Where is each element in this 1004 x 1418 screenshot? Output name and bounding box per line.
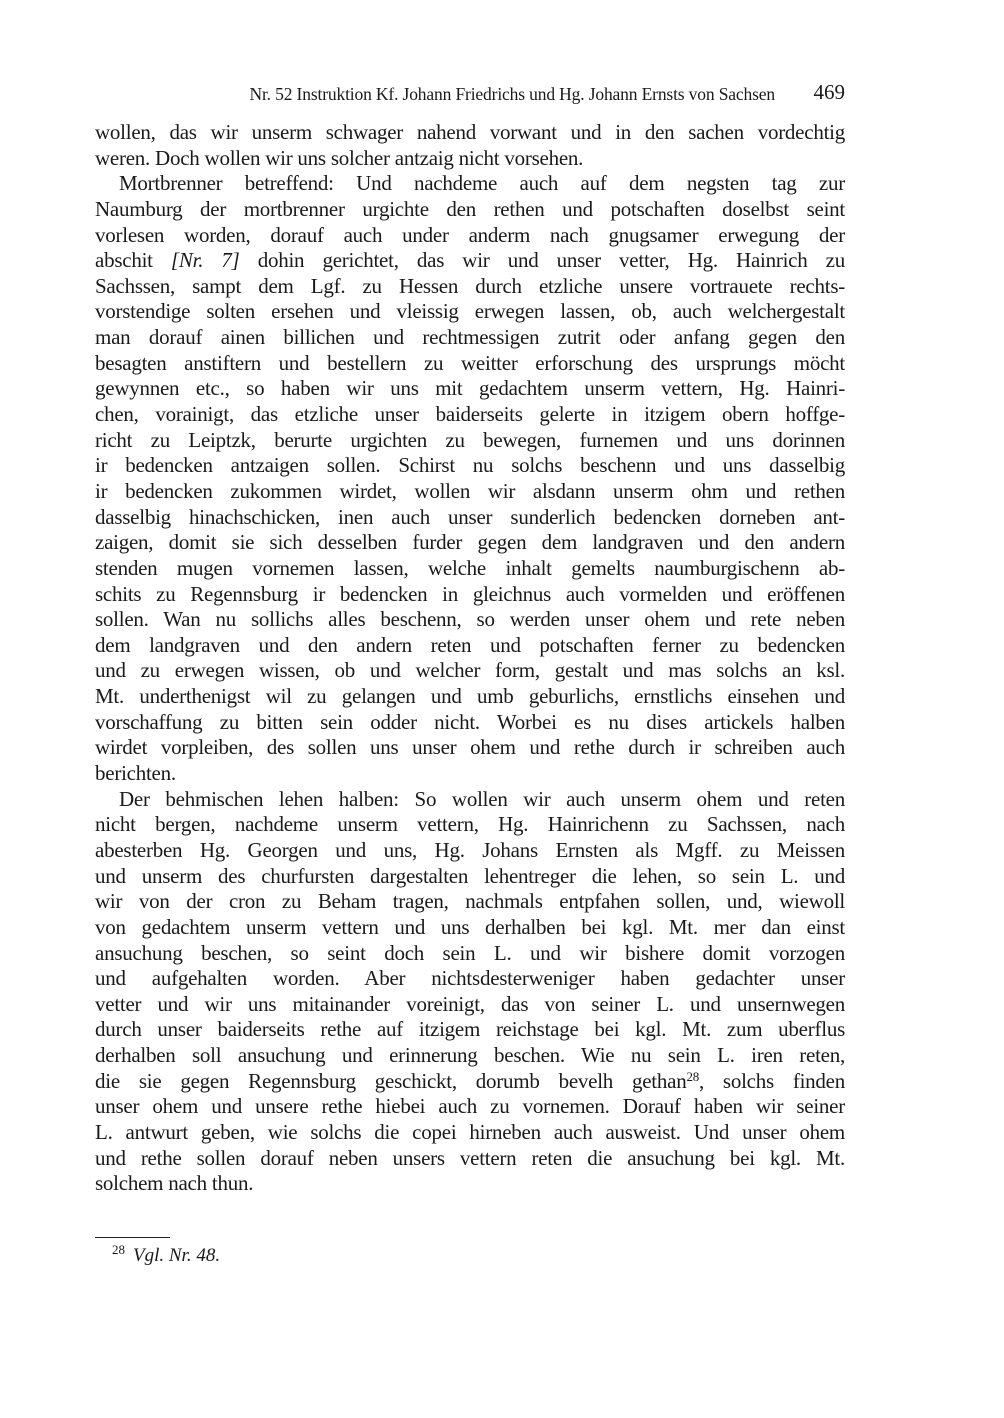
footnote-reference: 28 [686,1068,699,1084]
text-segment: besagten anstiftern und bestellern zu weitter erforschung des ursprungs möcht [95,350,845,375]
text-line [95,761,845,787]
text-segment: wir von der cron zu Beham tragen, nachmals entpfahen sollen, und, wiewoll [95,889,845,914]
text-line [95,376,845,402]
text-segment: zaigen, domit sie sich desselben furder gegen dem landgraven und den andern [95,530,845,555]
text-segment: weren. Doch wollen wir uns solcher antzaig nicht vorsehen. [95,145,584,170]
text-segment: ir bedencken zukommen wirdet, wollen wir alsdann unserm ohm und rethen [95,478,845,503]
text-line [95,710,845,736]
text-line [95,530,845,556]
text-segment: unser ohem und unsere rethe hiebei auch zu vornemen. Dorauf haben wir seiner [95,1094,845,1119]
text-segment: chen, vorainigt, das etzliche unser baiderseits gelerte in itzigem obern hoffge- [95,402,845,427]
text-line [95,453,845,479]
cross-reference: [Nr. 7] [170,248,240,273]
text-line [95,966,845,992]
text-segment: abesterben Hg. Georgen und uns, Hg. Johans Ernsten als Mgff. zu Meissen [95,837,845,862]
footnote-divider [95,1237,170,1238]
text-line [95,1171,845,1197]
text-line [95,248,845,274]
text-line [95,633,845,659]
footnote-text: Vgl. Nr. 48. [133,1245,221,1266]
text-segment: Mt. underthenigst wil zu gelangen und umb geburlichs, ernstlichs einsehen und [95,684,845,709]
text-line [95,146,845,172]
text-line [95,889,845,915]
text-segment: vetter und wir uns mitainander voreinigt, das von seiner L. und unsernwegen [95,991,845,1016]
text-line [95,1094,845,1120]
text-line [95,171,845,197]
text-segment: von gedachtem unserm vettern und uns derhalben bei kgl. Mt. mer dan einst [95,914,845,939]
text-line [95,915,845,941]
text-line [95,658,845,684]
text-segment: Sachssen, sampt dem Lgf. zu Hessen durch etzliche unsere vortrauete rechts- [95,273,845,298]
text-line [95,941,845,967]
footnote-number: 28 [112,1242,125,1257]
text-segment: und aufgehalten worden. Aber nichtsdesterweniger haben gedachter unser [95,966,845,991]
text-line [95,787,845,813]
text-segment: und rethe sollen dorauf neben unsers vettern reten die ansuchung bei kgl. Mt. [95,1145,845,1170]
text-segment: richt zu Leiptzk, berurte urgichten zu bewegen, furnemen und uns dorinnen [95,427,845,452]
text-segment: wirdet vorpleiben, des sollen uns unser ohem und rethe durch ir schreiben auch [95,735,845,760]
text-segment: derhalben soll ansuchung und erinnerung beschen. Wie nu sein L. iren reten, [95,1043,845,1068]
body-text [95,120,845,1197]
text-line [95,992,845,1018]
text-line [95,812,845,838]
text-line [95,1069,845,1095]
text-segment: , solchs finden [698,1068,845,1093]
text-line [95,582,845,608]
text-segment: durch unser baiderseits rethe auf itzigem reichstage bei kgl. Mt. zum uberflus [95,1017,845,1042]
text-line [95,479,845,505]
text-segment: dem landgraven und den andern reten und potschaften ferner zu bedencken [95,632,845,657]
text-line [95,120,845,146]
text-segment: vorstendige solten ersehen und vleissig erwegen lassen, ob, auch welchergestalt [95,299,845,324]
text-segment: stenden mugen vornemen lassen, welche inhalt gemelts naumburgischenn ab- [95,555,845,580]
text-segment: schits zu Regennsburg ir bedencken in gleichnus auch vormelden und eröffenen [95,581,845,606]
text-segment: dasselbig hinachschicken, inen auch unser sunderlich bedencken dorneben ant- [95,504,845,529]
text-segment: dohin gerichtet, das wir und unser vetter, Hg. Hainrich zu [239,248,846,273]
paragraph [95,171,845,786]
text-segment: Naumburg der mortbrenner urgichte den rethen und potschaften doselbst seint [95,196,845,221]
text-line [95,684,845,710]
text-segment: wollen, das wir unserm schwager nahend vorwant und in den sachen vordechtig [95,120,845,144]
text-line [95,351,845,377]
text-line [95,1017,845,1043]
text-line [95,325,845,351]
text-line [95,299,845,325]
text-segment: Der behmischen lehen halben: So wollen wir auch unserm ohem und reten [119,786,845,811]
text-line [95,556,845,582]
text-line [95,735,845,761]
page-number: 469 [813,80,845,104]
text-segment: ansuchung beschen, so seint doch sein L. und wir bishere domit vorzogen [95,940,845,965]
text-segment: nicht bergen, nachdeme unserm vettern, Hg. Hainrichenn zu Sachssen, nach [95,812,845,837]
paragraph [95,120,845,171]
page-header [95,80,845,108]
text-line [95,223,845,249]
text-line [95,838,845,864]
text-segment: und unserm des churfursten dargestalten lehentreger die lehen, so sein L. und [95,863,845,888]
text-line [95,274,845,300]
text-segment: gewynnen etc., so haben wir uns mit gedachtem unserm vettern, Hg. Hainri- [95,376,845,401]
text-line [95,1120,845,1146]
text-segment: abschit [95,248,171,273]
text-line [95,607,845,633]
paragraph [95,787,845,1197]
text-line [95,1146,845,1172]
text-segment: berichten. [95,761,176,786]
text-segment: vorschaffung zu bitten sein odder nicht. Worbei es nu dises artickels halben [95,709,845,734]
text-segment: man dorauf ainen billichen und rechtmessigen zutrit oder anfang gegen den [95,325,845,350]
text-line [95,402,845,428]
text-segment: die sie gegen Regennsburg geschickt, dorumb bevelh gethan [95,1068,687,1093]
text-segment: L. antwurt geben, wie solchs die copei hirneben auch ausweist. Und unser ohem [95,1119,845,1144]
text-segment: ir bedencken antzaigen sollen. Schirst nu solchs beschenn und uns dasselbig [95,453,845,478]
running-title: Nr. 52 Instruktion Kf. Johann Friedrichs und Hg. Johann Ernsts von Sachsen [249,84,775,104]
text-line [95,197,845,223]
footnote [112,1242,220,1267]
text-segment: vorlesen worden, dorauf auch under anderm nach gnugsamer erwegung der [95,222,845,247]
text-segment: sollen. Wan nu sollichs alles beschenn, so werden unser ohem und rete neben [95,607,845,632]
text-segment: Mortbrenner betreffend: Und nachdeme auch auf dem negsten tag zur [119,171,845,196]
text-segment: und zu erwegen wissen, ob und welcher form, gestalt und mas solchs an ksl. [95,658,845,683]
text-line [95,505,845,531]
text-line [95,428,845,454]
text-line [95,1043,845,1069]
text-segment: solchem nach thun. [95,1171,254,1196]
text-line [95,864,845,890]
